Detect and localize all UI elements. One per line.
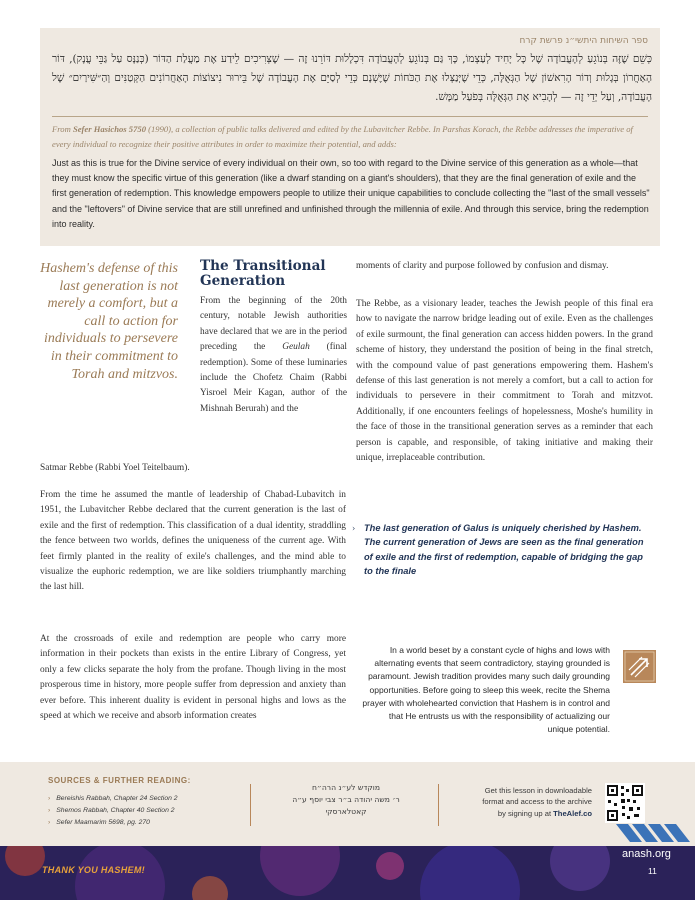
intro-suffix: (1990), a collection of public talks delivered and edited by the Lubavitcher Rebbe. In Parshas Korach, the Rebbe addresses the imperative of every individual to recognize their positive attributes in order to maximize their potential, and adds: [52,124,633,149]
thealef-link[interactable]: TheAlef.co [553,808,592,818]
source-item [48,795,178,802]
chevron-right-icon: › [48,795,51,802]
arrows-icon [623,650,656,683]
geulah-term: Geulah [282,342,310,353]
hebrew-quote: כְּשֵׁם שֶׁזֶּה בְּנוֹגֵעַ לְהָעֲבוֹדָה שֶׁל כָּל יָחִיד לְעַצְמוֹ, כָּךְ גַּם בְּנוֹגֵעַ לְהָעֲבוֹדָה דִּכְלָלוּת דּוֹרֵנוּ זֶה — שֶׁצְּרִיכִים לֵידַע אֶת מַעֲלַת הַדּוֹר (כְּנַנָּס עַל גַּבֵּי עֲנָק), דּוֹר הָאַחֲרוֹן בְּגָלוּת וְדוֹר הָרִאשׁוֹן שֶׁל הַגְּאֻלָּה, כְּדֵי שֶׁיְּנַצְּלוּ אֶת הַכֹּחוֹת שֶׁיֶּשְׁנָם כְּדֵי לְסַיֵּם אֶת הָעֲבוֹדָה שֶׁל בֵּירוּר נִיצוֹצוֹת הָאַחֲרוֹנִים הַקְּטַנִּים וְהַ״שִּׁירַיִם״ שֶׁל הָעֲבוֹדָה, וְעַל יְדֵי זֶה — לְהָבִיא אֶת הַגְּאֻלָּה בְּפֹעַל מַמָּשׁ. [52,53,652,103]
footer-divider [438,784,439,826]
translation-text: Just as this is true for the Divine service of every individual on their own, so too with regard to the Divine service of this generation as a whole—that they must know the specific virtue of this generation (like a dwarf standing on a giant's shoulders), that they are the final generation of exile and the first generation of redemption. This knowledge empowers people to utilize their unique capabilities to conclude collecting the "last of the small vessels" and the "leftovers" of Divine service that are still unrefined and unfinished through the millennia of exile. And through this service, bring the redemption into reality. [52,158,650,229]
site-label: anash.org [622,848,671,860]
chevron-right-icon: › [48,819,51,826]
lesson-line: Get this lesson in downloadable [484,786,592,795]
intro-prefix: From [52,124,73,134]
paragraph-1-tail: Satmar Rebbe (Rabbi Yoel Teitelbaum). [40,463,190,473]
paragraph-1-part1: From the beginning of the 20th century, notable Jewish authorities have declared that we are in the period preceding the [200,296,347,353]
paragraph-4: moments of clarity and purpose followed by confusion and dismay. [356,261,609,271]
callout-text: The last generation of Galus is uniquely cherished by Hashem. The current generation of Jews are seen as the final generation of exile and the first of redemption, capable of bridging the gap to the finale [364,523,644,576]
quote-divider [52,116,648,117]
dedication [258,782,434,818]
pull-quote: Hashem's defense of this last generation is not merely a comfort, but a call to action for individuals to persevere in their commitment to Torah and mitzvos. [40,261,178,382]
tip-text: In a world beset by a constant cycle of highs and lows with alternating events that seem contradictory, staying grounded is paramount. Jewish tradition provides many such daily grounding opportunities. Before going to sleep this week, recite the Shema prayer with wholehearted conviction that Hashem is in control and that He entrusts us with the responsibility of actualizing our unique potential. [362,645,610,735]
paragraph-5: The Rebbe, as a visionary leader, teaches the Jewish people of this final era how to navigate the narrow bridge leading out of exile. Even as the challenges of exile surmount, the final generation can access hidden powers. In the grand scheme of history, they understand the position of being in the final stretch, with the compound value of past generations empowering them. Hashem's defense of this last generation is not merely a comfort, but a call to action for individuals to persevere in their commitment to Torah and mitzvot. Additionally, if one encounters feelings of hopelessness, Moshe's humility in the face of those in the transitional generation serves as a reminder that each person is capable, and responsible, of taking initiative and making their unique, irreplaceable contribution. [356,299,653,464]
intro-text [52,122,652,151]
chevron-right-icon: › [48,807,51,814]
page-number: 11 [648,866,657,876]
source-item [48,807,175,814]
source-label: Sefer Maamarim 5698, pg. 270 [56,819,150,826]
footer-divider [250,784,251,826]
paragraph-1 [200,294,347,417]
paragraph-1-part2: (final redemption). Some of these luminaries include the Chofetz Chaim (Rabbi Yisroel Meir Kagan, author of the Mishnah Berurah) and the [200,342,347,414]
anash-logo-icon [612,820,692,848]
lesson-line [452,808,592,819]
chevron-right-icon: › [352,524,356,533]
qr-code-icon[interactable] [605,783,645,823]
thank-you-label: THANK YOU HASHEM! [42,865,145,875]
source-item [48,819,150,826]
lesson-line: format and access to the archive [482,797,592,807]
hebrew-source-label: ספר השיחות היתשי״נ פרשת קרח [519,36,648,46]
dedication-line: קאטלארסקי [325,807,367,816]
dedication-line: מוקדש לע״נ הרה״ח [311,783,381,792]
intro-book: Sefer Hasichos 5750 [72,124,146,134]
section-heading: The Transitional Generation [200,258,326,289]
source-label: Shemos Rabbah, Chapter 40 Section 2 [56,807,175,814]
lesson-signup [452,785,592,819]
sources-heading: SOURCES & FURTHER READING: [48,776,191,785]
paragraph-2: From the time he assumed the mantle of leadership of Chabad-Lubavitch in 1951, the Lubavitcher Rebbe declared that the current generation is the last of exile and the first of redemption. This classification of a dual identity, straddling the fence between two worlds, defines the uniqueness of the current age. With feet firmly planted in the reality of exile's challenges, and the mind able to visualize the euphoric redemption, we are like soldiers triumphantly marching the last hill. [40,490,346,593]
lesson-line-prefix: by signing up at [497,808,554,818]
paragraph-3: At the crossroads of exile and redemption are people who carry more information in their pockets than exists in the entire Library of Congress, yet only a few clicks separate the holy from the profane. Though living in the most prosperous time in history, more people suffer from depression and anxiety than ever before. This inherent duality is evident in personal highs and lows as the speed at which we receive and absorb information creates [40,634,346,722]
source-label: Bereishis Rabbah, Chapter 24 Section 2 [56,795,178,802]
dedication-line: ר׳ משה יהודה ב״ר צבי יוסף ע״ה [292,795,400,804]
